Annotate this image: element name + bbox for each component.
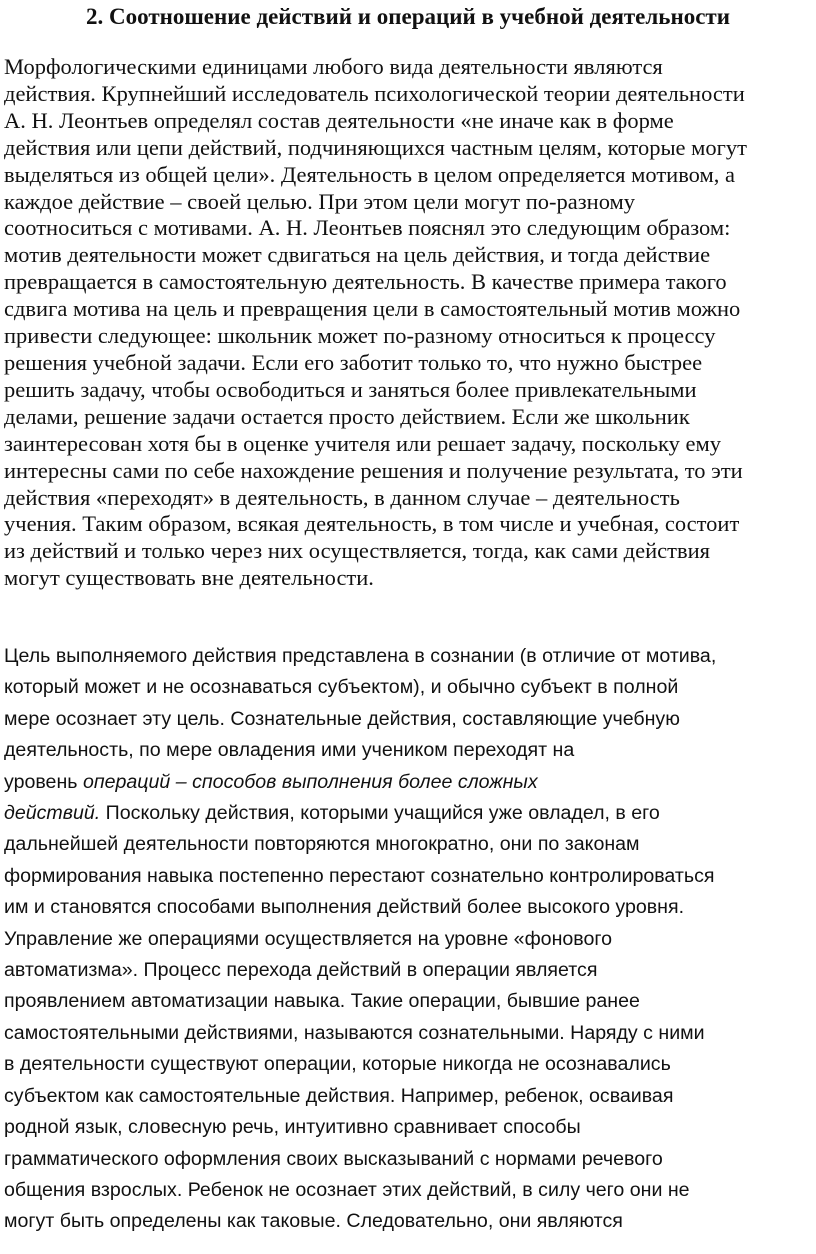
- paragraph-line: родной язык, словесную речь, интуитивно сравнивает способы: [4, 1116, 581, 1139]
- paragraph-line: заинтересован хотя бы в оценке учителя или решает задачу, поскольку ему: [4, 430, 721, 456]
- paragraph-line: учения. Таким образом, всякая деятельность, в том числе и учебная, состоит: [4, 511, 740, 537]
- paragraph-line: Морфологическими единицами любого вида деятельности являются: [4, 54, 663, 79]
- paragraph-line: выделяться из общей цели». Деятельность в целом определяется мотивом, а: [4, 161, 735, 187]
- paragraph-line: автоматизма». Процесс перехода действий в операции является: [4, 959, 598, 982]
- paragraph-line: проявлением автоматизации навыка. Такие операции, бывшие ранее: [4, 990, 640, 1013]
- paragraph-line: делами, решение задачи остается просто действием. Если же школьник: [4, 403, 690, 429]
- paragraph-line: действия или цепи действий, подчиняющихся частным целям, которые могут: [4, 134, 747, 160]
- paragraph-line: превращается в самостоятельную деятельность. В качестве примера такого: [4, 269, 727, 295]
- paragraph-line: [4, 798, 812, 829]
- paragraph-line: могут быть определены как таковые. Следовательно, они являются: [4, 1210, 623, 1233]
- paragraph-line: общения взрослых. Ребенок не осознает этих действий, в силу чего они не: [4, 1178, 690, 1201]
- paragraph-line: каждое действие – своей целью. При этом цели могут по-разному: [4, 188, 636, 214]
- paragraph-line: мере осознает эту цель. Сознательные действия, составляющие учебную: [4, 707, 680, 730]
- paragraph-line: привести следующее: школьник может по-разному относиться к процессу: [4, 323, 716, 349]
- paragraph-line: действия. Крупнейший исследователь психологической теории деятельности: [4, 80, 745, 106]
- paragraph-line: сдвига мотива на цель и превращения цели в самостоятельный мотив можно: [4, 296, 741, 322]
- paragraph-line: деятельность, по мере овладения ими учеником переходят на: [4, 739, 575, 762]
- paragraph-line: могут существовать вне деятельности.: [4, 565, 374, 591]
- paragraph-line: Управление же операциями осуществляется на уровне «фонового: [4, 927, 612, 950]
- italic-term: операций – способов выполнения более сложных: [82, 770, 538, 793]
- paragraph-1: [4, 54, 812, 592]
- paragraph-line: А. Н. Леонтьев определял состав деятельности «не иначе как в форме: [4, 107, 674, 133]
- paragraph-line: решения учебной задачи. Если его заботит только то, что нужно быстрее: [4, 349, 703, 375]
- paragraph-line: в деятельности существуют операции, которые никогда не осознавались: [4, 1053, 671, 1076]
- paragraph-line: который может и не осознаваться субъектом), и обычно субъект в полной: [4, 676, 679, 699]
- paragraph-line: дальнейшей деятельности повторяются многократно, они по законам: [4, 833, 640, 856]
- paragraph-line: соотноситься с мотивами. А. Н. Леонтьев пояснял это следующим образом:: [4, 215, 731, 241]
- paragraph-line: самостоятельными действиями, называются сознательными. Наряду с ними: [4, 1021, 705, 1044]
- document-title: 2. Соотношение действий и операций в учебной деятельности: [86, 4, 730, 29]
- paragraph-line: Цель выполняемого действия представлена в сознании (в отличие от мотива,: [4, 645, 717, 667]
- plain-text: Поскольку действия, которыми учащийся уже овладел, в его: [100, 802, 660, 825]
- paragraph-line: интересны сами по себе нахождение решения и получение результата, то эти: [4, 457, 743, 483]
- paragraph-line: из действий и только через них осуществляется, тогда, как сами действия: [4, 538, 710, 564]
- paragraph-line: грамматического оформления своих высказываний с нормами речевого: [4, 1147, 663, 1170]
- paragraph-line: мотив деятельности может сдвигаться на цель действия, и тогда действие: [4, 242, 711, 268]
- paragraph-line: им и становятся способами выполнения действий более высокого уровня.: [4, 896, 685, 919]
- plain-text: уровень: [4, 770, 83, 793]
- paragraph-line: формирования навыка постепенно перестают сознательно контролироваться: [4, 864, 715, 887]
- paragraph-line: [4, 767, 812, 798]
- italic-term: действий.: [4, 802, 101, 825]
- paragraph-line: действия «переходят» в деятельность, в данном случае – деятельность: [4, 484, 680, 510]
- paragraph-2: [4, 641, 812, 1238]
- paragraph-line: решить задачу, чтобы освободиться и заняться более привлекательными: [4, 376, 697, 402]
- paragraph-line: субъектом как самостоятельные действия. Например, ребенок, осваивая: [4, 1084, 674, 1107]
